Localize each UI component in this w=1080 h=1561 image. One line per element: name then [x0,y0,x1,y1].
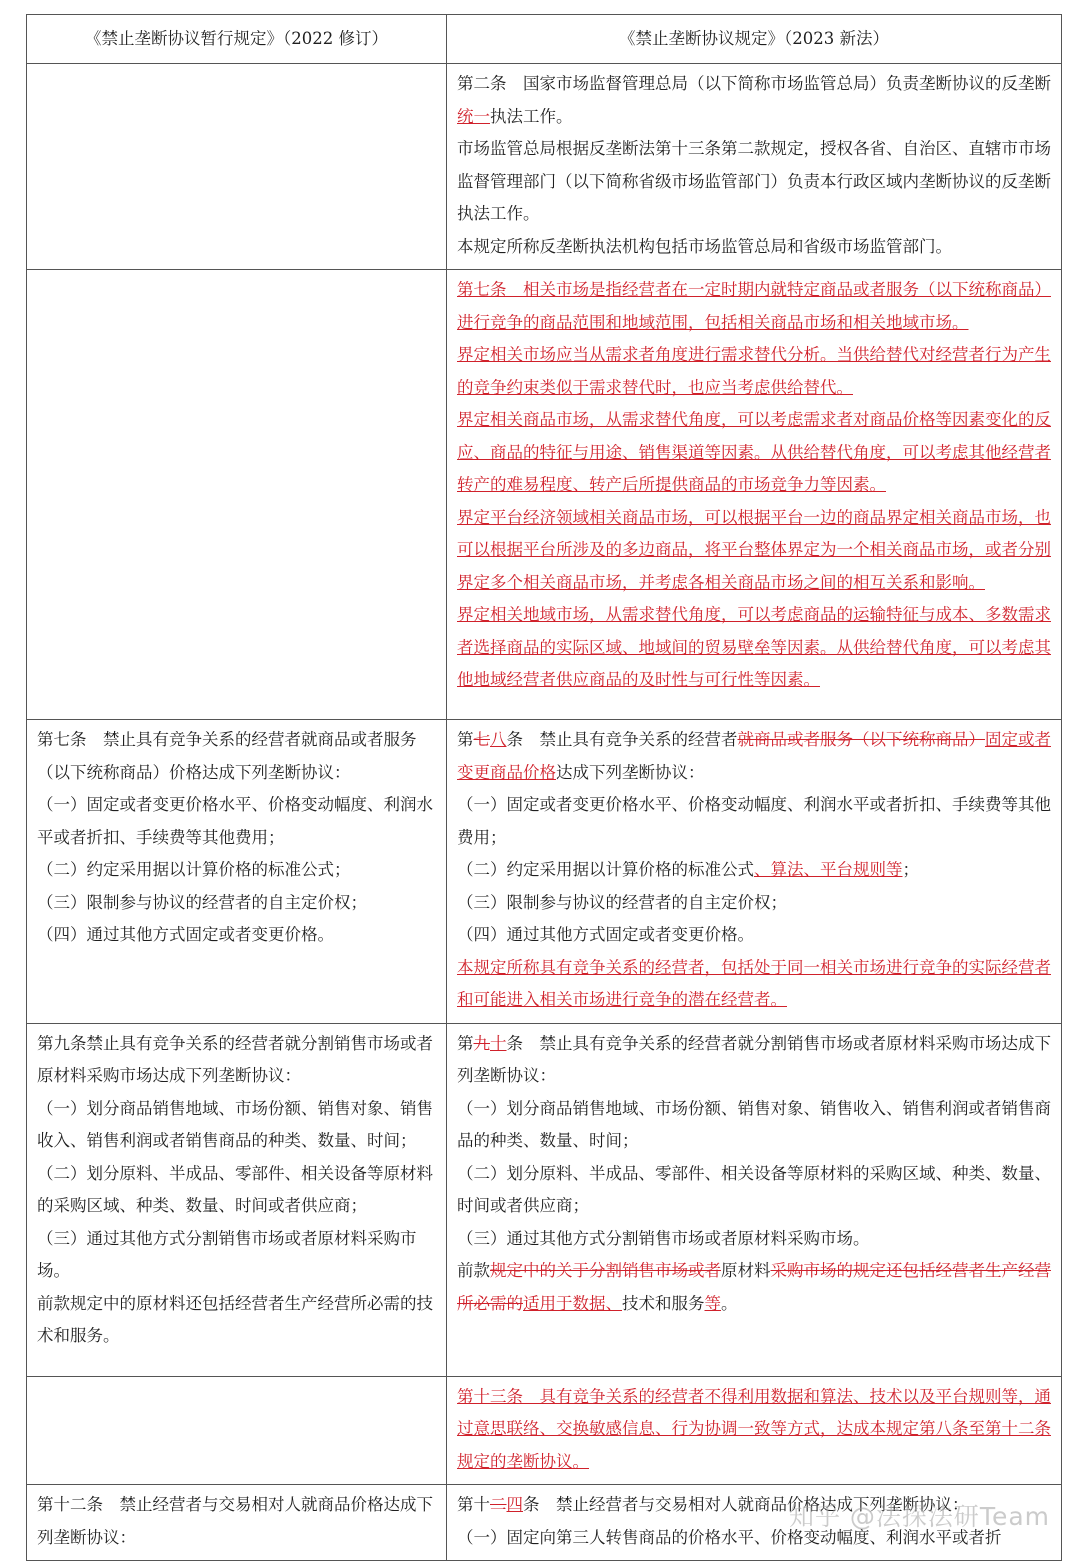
clause-paragraph [37,1223,436,1288]
clause-paragraph [37,1028,436,1093]
new-cell [447,720,1062,1024]
clause-text: （三）限制参与协议的经营者的自主定价权； [457,892,787,912]
clause-text: 条 禁止经营者与交易相对人就商品价格达成下列垄断协议： [523,1495,969,1514]
clause-paragraph [457,231,1051,264]
clause-paragraph [457,404,1051,502]
inserted-text: 八 [490,730,507,749]
clause-text: 市场监管总局根据反垄断法第十三条第二款规定，授权各省、自治区、直辖市市场监督管理部门（以下简称省级市场监管部门）负责本行政区域内垄断协议的反垄断执法工作。 [457,139,1051,223]
clause-paragraph [457,1028,1051,1093]
old-cell [27,1485,447,1561]
comparison-table [26,14,1062,1561]
clause-text: 执法工作。 [490,106,573,126]
old-cell [27,1023,447,1376]
clause-text: （一）固定向第三人转售商品的价格水平、价格变动幅度、利润水平或者折 [457,1527,1002,1547]
clause-text: 达成下列垄断协议： [556,762,705,782]
old-cell [27,720,447,1024]
new-cell [447,270,1062,720]
new-clause-text: 本规定所称具有竞争关系的经营者，包括处于同一相关市场进行竞争的实际经营者和可能进入相关市场进行竞争的潜在经营者。 [457,957,1051,1009]
clause-paragraph [457,1255,1051,1320]
clause-text: ； [902,860,919,879]
clause-paragraph [37,724,436,789]
clause-text: 第十二条 禁止经营者与交易相对人就商品价格达成下列垄断协议： [37,1495,433,1547]
clause-paragraph [457,1093,1051,1158]
new-clause-text: 界定相关市场应当从需求者角度进行需求替代分析。当供给替代对经营者行为产生的竞争约束类似于需求替代时，也应当考虑供给替代。 [457,345,1051,397]
inserted-text: 固定或者变更商品价格 [457,730,1051,782]
inserted-text: 、算法、平台规则等 [754,860,903,879]
new-cell [447,1023,1062,1376]
clause-text: （三）通过其他方式分割销售市场或者原材料采购市场。 [457,1228,870,1248]
clause-paragraph [37,789,436,854]
header-new-regulation: 《禁止垄断协议规定》（2023 新法） [447,15,1062,64]
deleted-text: 七 [473,730,490,749]
clause-paragraph [37,919,436,952]
inserted-text: 适用于数据、 [523,1293,622,1313]
clause-paragraph [37,1489,436,1554]
table-row [27,270,1062,720]
clause-text: 条 禁止具有竞争关系的经营者就分割销售市场或者原材料采购市场达成下列垄断协议： [457,1033,1051,1085]
new-clause-text: 界定平台经济领域相关商品市场，可以根据平台一边的商品界定相关商品市场，也可以根据平台所涉及的多边商品，将平台整体界定为一个相关商品市场，或者分别界定多个相关商品市场，并考虑各相关商品市场之间的相互关系和影响。 [457,507,1051,592]
clause-text: 条 禁止具有竞争关系的经营者 [506,730,738,749]
clause-text: 本规定所称反垄断执法机构包括市场监管总局和省级市场监管部门。 [457,236,952,256]
table-row [27,64,1062,270]
clause-paragraph [457,339,1051,404]
clause-text: （三）通过其他方式分割销售市场或者原材料采购市场。 [37,1228,417,1280]
clause-text: 前款规定中的原材料还包括经营者生产经营所必需的技术和服务。 [37,1293,433,1345]
clause-paragraph [457,1381,1051,1479]
deleted-text: 就商品或者服务（以下统称商品） [737,730,985,749]
clause-text: （二）约定采用据以计算价格的标准公式； [37,860,351,879]
clause-text: 第 [457,1033,474,1053]
clause-text: （一）划分商品销售地域、市场份额、销售对象、销售收入、销售利润或者销售商品的种类、数量、时间； [457,1098,1051,1150]
clause-paragraph [457,133,1051,231]
deleted-text: 规定中的关于分割销售市场或者 [490,1261,721,1280]
clause-text: 第 [457,730,474,749]
clause-text: （一）划分商品销售地域、市场份额、销售对象、销售收入、销售利润或者销售商品的种类、数量、时间； [37,1098,433,1150]
clause-text: 第七条 禁止具有竞争关系的经营者就商品或者服务（以下统称商品）价格达成下列垄断协议： [37,730,417,782]
clause-paragraph [457,724,1051,789]
clause-paragraph [457,68,1051,133]
table-row [27,720,1062,1024]
table-body [27,64,1062,1561]
new-clause-text: 界定相关商品市场，从需求替代角度，可以考虑需求者对商品价格等因素变化的反应、商品的特征与用途、销售渠道等因素。从供给替代角度，可以考虑其他经营者转产的难易程度、转产后所提供商品的市场竞争力等因素。 [457,410,1051,494]
table-row [27,1023,1062,1376]
clause-text: （二）划分原料、半成品、零部件、相关设备等原材料的采购区域、种类、数量、时间或者供应商； [457,1163,1051,1215]
clause-paragraph [37,1288,436,1353]
clause-paragraph [457,887,1051,920]
deleted-text: 九 [473,1033,490,1053]
inserted-text: 等 [704,1293,721,1313]
new-cell [447,64,1062,270]
new-clause-text: 第十三条 具有竞争关系的经营者不得利用数据和算法、技术以及平台规则等，通过意思联络、交换敏感信息、行为协调一致等方式，达成本规定第八条至第十二条规定的垄断协议。 [457,1386,1051,1471]
clause-paragraph [457,952,1051,1017]
clause-text: （四）通过其他方式固定或者变更价格。 [457,925,754,944]
clause-paragraph [457,1223,1051,1256]
new-cell [447,1376,1062,1485]
clause-text: 第十 [457,1495,490,1514]
new-clause-text: 第七条 相关市场是指经营者在一定时期内就特定商品或者服务（以下统称商品）进行竞争的商品范围和地域范围，包括相关商品市场和相关地域市场。 [457,280,1051,332]
old-cell [27,270,447,720]
old-cell [27,64,447,270]
old-cell [27,1376,447,1485]
clause-paragraph [37,887,436,920]
clause-text: （一）固定或者变更价格水平、价格变动幅度、利润水平或者折扣、手续费等其他费用； [37,795,433,847]
inserted-text: 统一 [457,106,490,126]
clause-paragraph [37,854,436,887]
clause-paragraph [457,854,1051,887]
watermark: 知乎 @法探法研Team [788,1502,1050,1531]
clause-text: 前款 [457,1261,490,1280]
clause-text: 原材料 [721,1261,771,1280]
clause-text: （三）限制参与协议的经营者的自主定价权； [37,892,367,912]
inserted-text: 十 [490,1033,507,1053]
deleted-text: 采购市场的规定还包括经营者生产经营所必需的 [457,1261,1051,1313]
header-row [27,15,1062,64]
clause-text: （二）约定采用据以计算价格的标准公式 [457,860,754,879]
clause-text: （四）通过其他方式固定或者变更价格。 [37,925,334,944]
new-clause-text: 界定相关地域市场，从需求替代角度，可以考虑商品的运输特征与成本、多数需求者选择商品的实际区域、地域间的贸易壁垒等因素。从供给替代角度，可以考虑其他地域经营者供应商品的及时性与可行性等因素。 [457,605,1051,689]
clause-text: 技术和服务 [622,1293,705,1313]
clause-text: 第九条禁止具有竞争关系的经营者就分割销售市场或者原材料采购市场达成下列垄断协议： [37,1033,433,1085]
clause-text: 。 [721,1293,738,1313]
clause-paragraph [457,502,1051,600]
clause-paragraph [457,1158,1051,1223]
clause-paragraph [37,1093,436,1158]
header-old-regulation: 《禁止垄断协议暂行规定》（2022 修订） [27,15,447,64]
clause-paragraph [457,919,1051,952]
deleted-text: 二 [490,1495,507,1514]
clause-paragraph [457,599,1051,697]
clause-paragraph [457,789,1051,854]
clause-text: （一）固定或者变更价格水平、价格变动幅度、利润水平或者折扣、手续费等其他费用； [457,795,1051,847]
clause-paragraph [37,1158,436,1223]
inserted-text: 四 [506,1495,523,1514]
clause-text: （二）划分原料、半成品、零部件、相关设备等原材料的采购区域、种类、数量、时间或者供应商； [37,1163,433,1215]
table-row [27,1376,1062,1485]
clause-paragraph [457,274,1051,339]
clause-text: 第二条 国家市场监督管理总局（以下简称市场监管总局）负责垄断协议的反垄断 [457,74,1051,93]
